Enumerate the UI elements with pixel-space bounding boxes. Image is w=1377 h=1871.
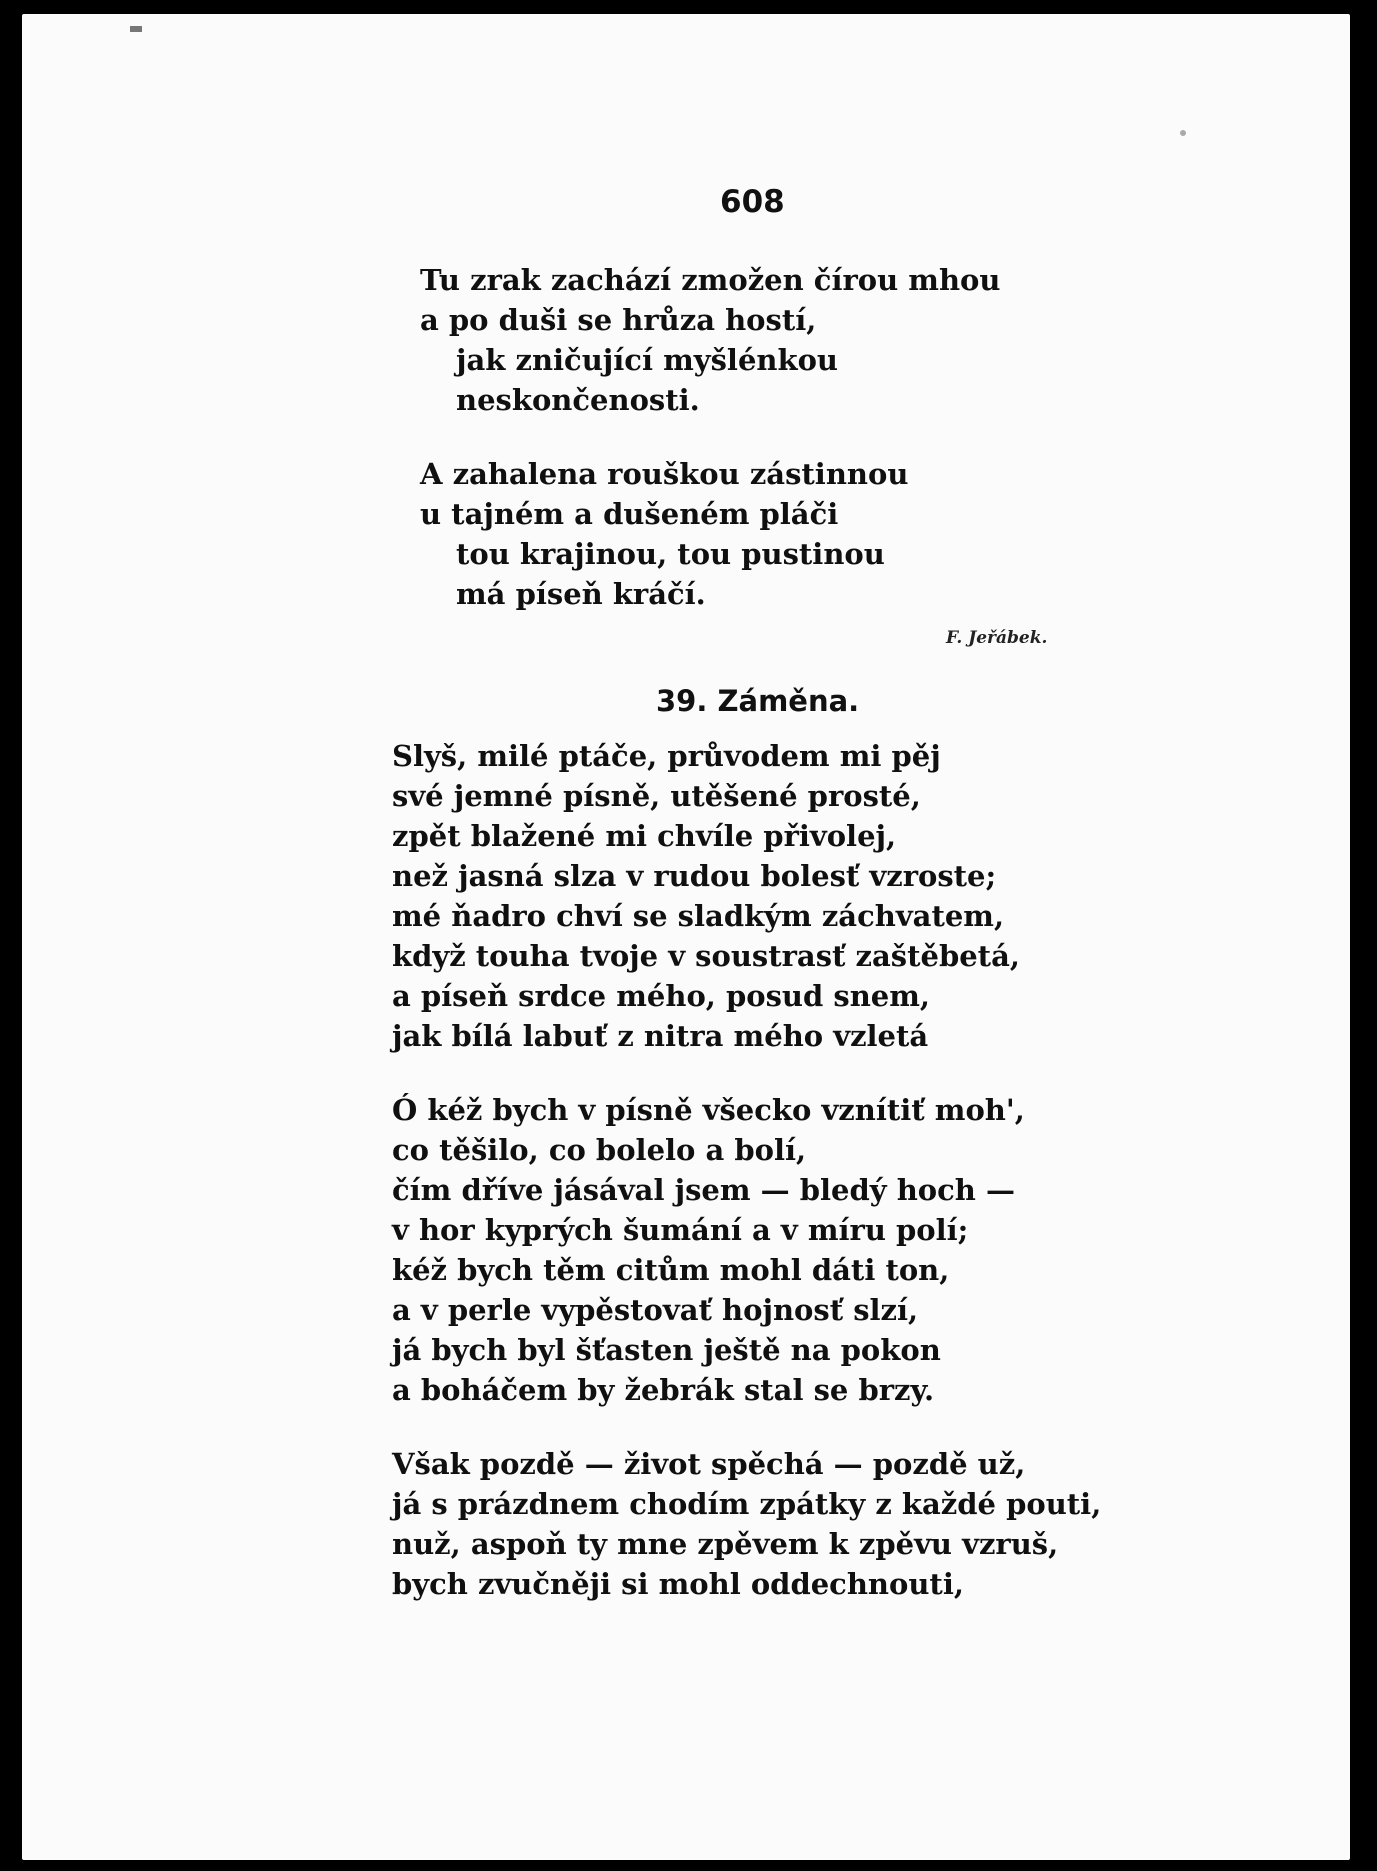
poem-line: a v perle vypěstovať hojnosť slzí, xyxy=(392,1293,919,1327)
scan-mark xyxy=(130,26,142,32)
poem-line: bych zvučněji si mohl oddechnouti, xyxy=(392,1567,964,1601)
poem-line: jak zničující myšlénkou xyxy=(456,343,838,377)
poem-line: a boháčem by žebrák stal se brzy. xyxy=(392,1373,935,1407)
poem-line: čím dříve jásával jsem — bledý hoch — xyxy=(392,1173,1015,1207)
page-number: 608 xyxy=(720,184,785,220)
book-page xyxy=(22,14,1350,1860)
poem-line: Ó kéž bych v písně všecko vznítiť moh', xyxy=(392,1093,1025,1127)
poem-line: Tu zrak zachází zmožen čírou mhou xyxy=(420,263,1001,297)
poem-line: u tajném a dušeném pláči xyxy=(420,497,839,531)
poem-line: nuž, aspoň ty mne zpěvem k zpěvu vzruš, xyxy=(392,1527,1059,1561)
author-signature: F. Jeřábek. xyxy=(946,628,1048,648)
poem-line: Slyš, milé ptáče, průvodem mi pěj xyxy=(392,739,941,773)
stanza-1 xyxy=(420,260,1000,420)
poem-line: mé ňadro chví se sladkým záchvatem, xyxy=(392,899,1005,933)
stanza-5 xyxy=(392,1444,1101,1604)
page-speck xyxy=(1180,130,1186,136)
poem-line: když touha tvoje v soustrasť zaštěbetá, xyxy=(392,939,1020,973)
poem-line: jak bílá labuť z nitra mého vzletá xyxy=(392,1019,929,1053)
poem-line: než jasná slza v rudou bolesť vzroste; xyxy=(392,859,997,893)
poem-line: Však pozdě — život spěchá — pozdě už, xyxy=(392,1447,1026,1481)
poem-line: já s prázdnem chodím zpátky z každé pouti, xyxy=(392,1487,1102,1521)
poem-line: já bych byl šťasten ještě na pokon xyxy=(392,1333,941,1367)
poem-line: neskončenosti. xyxy=(456,383,700,417)
poem-line: tou krajinou, tou pustinou xyxy=(456,537,885,571)
poem-line: má píseň kráčí. xyxy=(456,577,706,611)
poem-line: zpět blažené mi chvíle přivolej, xyxy=(392,819,897,853)
poem-title: 39. Záměna. xyxy=(656,684,860,718)
poem-line: co těšilo, co bolelo a bolí, xyxy=(392,1133,807,1167)
stanza-4 xyxy=(392,1090,1025,1410)
poem-line: a píseň srdce mého, posud snem, xyxy=(392,979,931,1013)
poem-line: své jemné písně, utěšené prosté, xyxy=(392,779,921,813)
poem-line: A zahalena rouškou zástinnou xyxy=(420,457,909,491)
poem-line: kéž bych těm citům mohl dáti ton, xyxy=(392,1253,950,1287)
stanza-2 xyxy=(420,454,908,614)
poem-line: a po duši se hrůza hostí, xyxy=(420,303,817,337)
stanza-3 xyxy=(392,736,1020,1056)
poem-line: v hor kyprých šumání a v míru polí; xyxy=(392,1213,969,1247)
